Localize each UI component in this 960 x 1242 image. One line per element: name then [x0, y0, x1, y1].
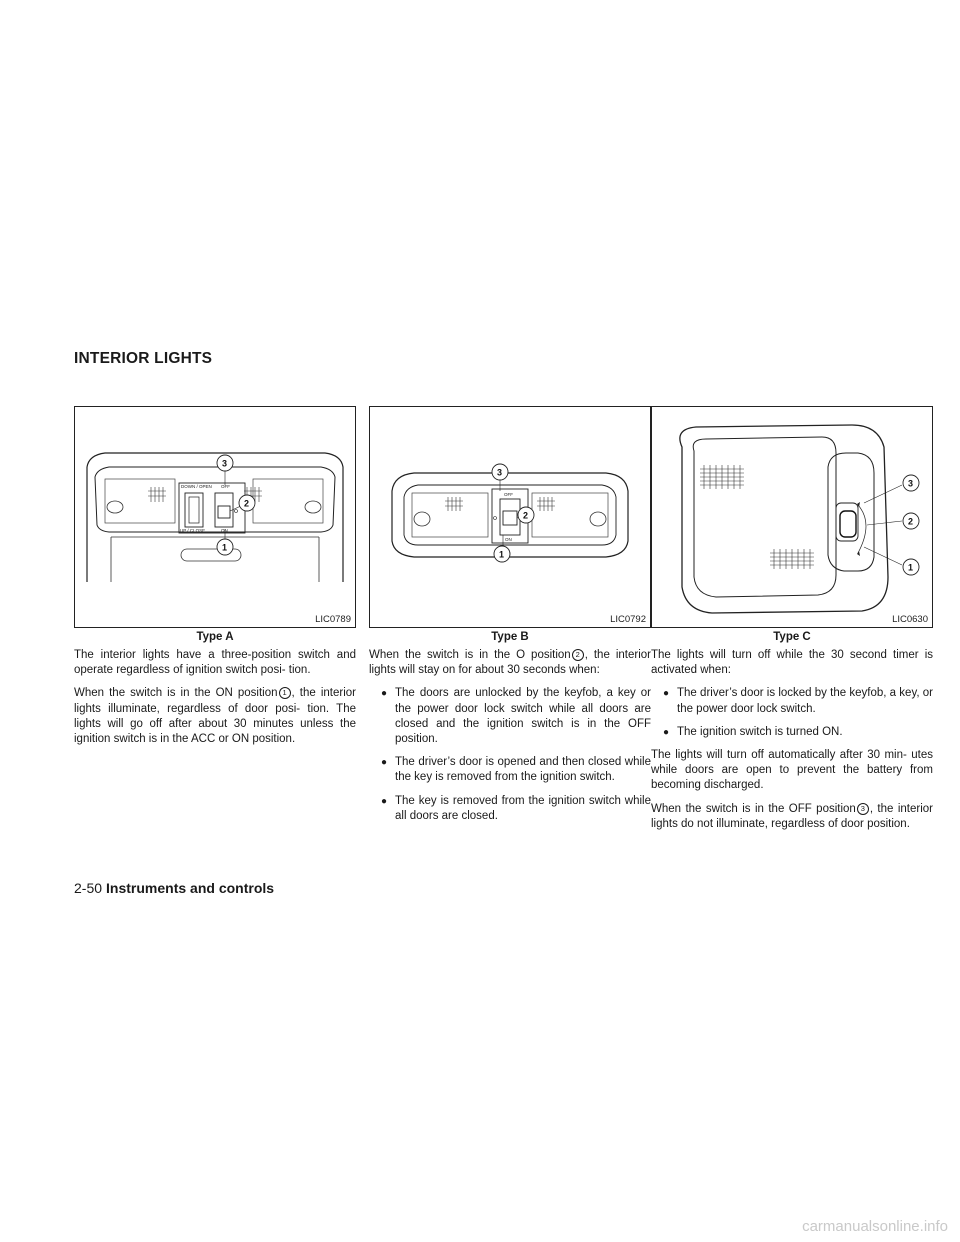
paragraph: The lights will turn off while the 30 second timer is activated when:	[651, 649, 933, 677]
callout-1: 1	[499, 549, 505, 560]
list-item	[651, 725, 933, 740]
bullet-icon: ●	[381, 688, 388, 700]
section-title: INTERIOR LIGHTS	[74, 350, 213, 367]
list-item	[369, 794, 651, 824]
figure-code: LIC0792	[610, 614, 646, 625]
switch-label-off: OFF	[221, 484, 230, 489]
text-column-3	[651, 648, 933, 840]
figure-type-a	[74, 406, 356, 628]
paragraph	[74, 686, 356, 747]
list-item-text: The driver’s door is locked by the keyfob, a key, or the power door lock switch.	[677, 687, 933, 715]
page-footer	[74, 880, 274, 896]
text-run: When the switch is in the ON position	[74, 687, 278, 700]
circled-number: 1	[279, 687, 291, 699]
figure-caption-type-b: Type B	[491, 631, 529, 643]
text-run: , the interior lights do not illuminate, regardless of door position.	[651, 802, 933, 830]
bullet-icon: ●	[663, 726, 670, 738]
callout-1: 1	[908, 562, 914, 573]
paragraph	[369, 648, 651, 678]
switch-label-up-close: UP / CLOSE	[180, 528, 206, 533]
watermark: carmanualsonline.info	[802, 1218, 948, 1235]
callout-2: 2	[244, 498, 250, 509]
figure-type-b	[369, 406, 651, 628]
paragraph: The lights will turn off automatically after 30 min- utes while doors are open to prevent the battery from becoming discharged.	[651, 749, 933, 792]
callout-3: 3	[222, 458, 228, 469]
text-column-1	[74, 648, 356, 755]
switch-label-down-open: DOWN / OPEN	[181, 484, 212, 489]
list-item-text: The doors are unlocked by the keyfob, a key or the power door lock switch while all doors are closed and the ignition switch is in the OFF position.	[395, 687, 651, 746]
switch-label-off: OFF	[504, 492, 513, 497]
bullet-icon: ●	[381, 757, 388, 769]
list-item-text: The driver’s door is opened and then closed while the key is removed from the ignition switch.	[395, 756, 651, 784]
bullet-icon: ●	[381, 795, 388, 807]
text-run: When the switch is in the OFF position	[651, 802, 856, 815]
text-column-2	[369, 648, 651, 832]
callout-2: 2	[523, 510, 529, 521]
switch-label-on: ON	[221, 528, 228, 533]
callout-1: 1	[222, 542, 228, 553]
list-item-text: The ignition switch is turned ON.	[677, 725, 843, 738]
circled-number: 2	[572, 649, 584, 661]
callout-2: 2	[908, 516, 914, 527]
figure-caption-type-a: Type A	[196, 631, 234, 643]
callout-3: 3	[908, 478, 914, 489]
figure-code: LIC0789	[315, 614, 351, 625]
figure-code: LIC0630	[892, 614, 928, 625]
switch-label-on: ON	[505, 537, 512, 542]
callout-3: 3	[497, 467, 503, 478]
text-run: When the switch is in the O position	[369, 649, 571, 661]
text-run: , the interior lights illuminate, regardless of door posi- tion. The lights will go off after about 30 minutes unless the ignition switch is in the ACC or ON position.	[74, 687, 356, 746]
list-item	[651, 686, 933, 716]
figure-type-c	[651, 406, 933, 628]
list-item	[369, 686, 651, 747]
figure-type-a-drawing	[75, 407, 355, 627]
paragraph: The interior lights have a three-position switch and operate regardless of ignition switch posi- tion.	[74, 649, 356, 677]
figure-type-b-drawing	[370, 407, 650, 627]
figure-type-c-drawing	[652, 407, 932, 627]
paragraph	[651, 802, 933, 832]
page-number: 2-50	[74, 880, 103, 896]
list-item-text: The key is removed from the ignition switch while all doors are closed.	[395, 794, 651, 822]
list-item	[369, 755, 651, 785]
text-run: , the interior lights will stay on for about 30 seconds when:	[369, 649, 651, 677]
footer-section-title: Instruments and controls	[106, 880, 275, 896]
figure-caption-type-c: Type C	[773, 631, 811, 643]
circled-number: 3	[857, 803, 869, 815]
bullet-icon: ●	[663, 688, 670, 700]
